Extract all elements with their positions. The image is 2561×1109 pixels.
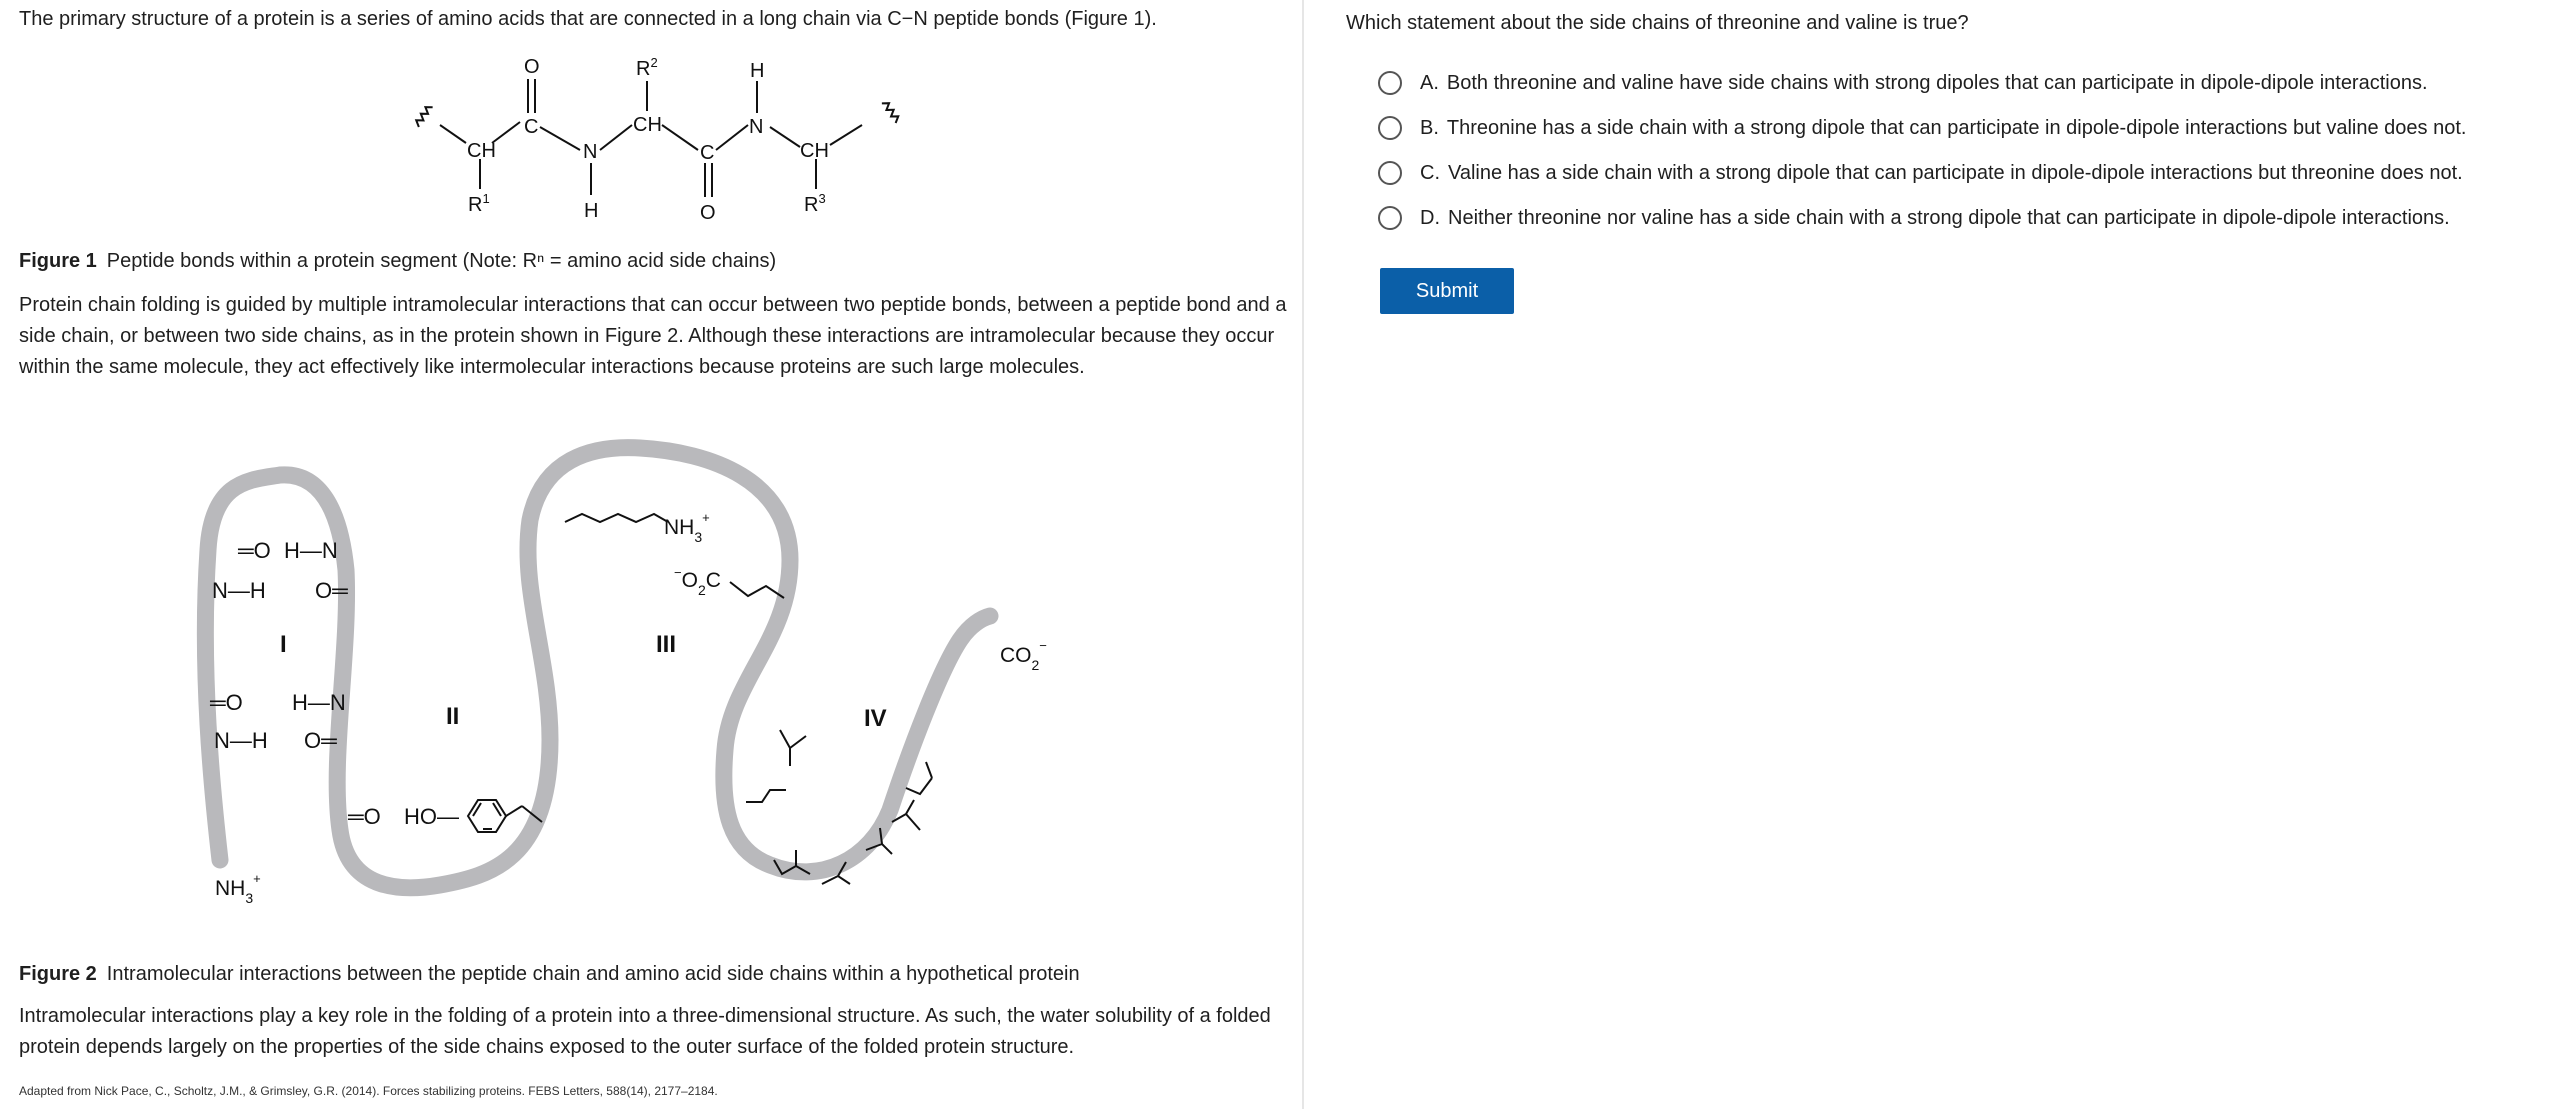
region-i-carbonyl-3: ═O <box>210 690 243 715</box>
folding-paragraph: Protein chain folding is guided by multiple intramolecular interactions that can occur between two peptide bonds, between a peptide bond and a side chain, or between two side chains, as in the protein shown in Figure 2. Although these interactions are intramolecular because they occur within the same molecule, they act effectively like intermolecular interactions because proteins are such large molecules. <box>19 294 1287 378</box>
figure2-caption <box>19 960 1080 988</box>
alpha-carbon-2: CH <box>633 114 662 136</box>
glutamate-carboxylate: $^-O_2C$ <box>674 565 721 598</box>
choice-a-radio[interactable] <box>1378 71 1402 95</box>
figure2-caption-text: Intramolecular interactions between the peptide chain and amino acid side chains within a hypothetical protein <box>106 963 1080 985</box>
region-i-amide-3: H—N <box>292 690 346 715</box>
choice-b-radio[interactable] <box>1378 116 1402 140</box>
amide-hydrogen-1: H <box>584 200 599 222</box>
choice-b-letter: B. <box>1420 116 1439 139</box>
figure1-label: Figure 1 <box>19 250 97 272</box>
figure2-folded-protein <box>150 430 1130 930</box>
alpha-carbon-3: CH <box>800 140 829 162</box>
c-terminus-co2: $CO_2^-$ <box>1000 638 1047 673</box>
n-terminus-nh3: $NH_3^+$ <box>215 871 261 906</box>
carbonyl-oxygen-1: O <box>524 56 540 78</box>
figure1-peptide-structure <box>400 55 920 230</box>
figure2-label: Figure 2 <box>19 963 97 985</box>
tyrosine-hydroxyl: HO— <box>404 804 459 829</box>
carbonyl-oxygen-2: O <box>700 202 716 224</box>
question-stem: Which statement about the side chains of threonine and valine is true? <box>1346 12 1969 34</box>
intro-paragraph: The primary structure of a protein is a series of amino acids that are connected in a long chain via C−N peptide bonds (Figure 1). <box>19 8 1157 30</box>
amide-nitrogen-1: N <box>583 141 598 163</box>
choice-b[interactable] <box>1378 110 2466 146</box>
choice-d-letter: D. <box>1420 206 1440 229</box>
submit-button[interactable]: Submit <box>1380 268 1514 314</box>
choice-d-text: Neither threonine nor valine has a side chain with a strong dipole that can participate in dipole-dipole interactions. <box>1448 206 2450 229</box>
lysine-nh3: $NH_3^+$ <box>664 510 710 545</box>
choice-c-radio[interactable] <box>1378 161 1402 185</box>
choice-c-text: Valine has a side chain with a strong dipole that can participate in dipole-dipole interactions but threonine does not. <box>1448 161 2463 184</box>
carbonyl-carbon-2: C <box>700 142 715 164</box>
region-i-amide-2: N—H <box>212 578 266 603</box>
alpha-carbon-1: CH <box>467 140 496 162</box>
region-label-ii: II <box>446 703 460 730</box>
question-pane <box>1306 0 2561 1109</box>
solubility-paragraph: Intramolecular interactions play a key role in the folding of a protein into a three-dimensional structure. As such, the water solubility of a folded protein depends largely on the properties of the side chains exposed to the outer surface of the folded protein structure. <box>19 1005 1271 1058</box>
choice-d-radio[interactable] <box>1378 206 1402 230</box>
choice-c[interactable] <box>1378 155 2463 191</box>
amide-nitrogen-2: N <box>749 116 764 138</box>
choice-b-text: Threonine has a side chain with a strong dipole that can participate in dipole-dipole interactions but valine does not. <box>1446 116 2467 139</box>
region-i-amide-top: H—N <box>284 538 338 563</box>
figure1-caption-text: Peptide bonds within a protein segment (Note: Rⁿ = amino acid side chains) <box>106 250 777 272</box>
region-ii-carbonyl: ═O <box>348 804 381 829</box>
choice-a[interactable] <box>1378 65 2428 101</box>
side-chain-r2: $R^2$ <box>636 55 658 80</box>
region-i-amide-4: N—H <box>214 728 268 753</box>
choice-a-letter: A. <box>1420 71 1439 94</box>
carbonyl-carbon-1: C <box>524 116 539 138</box>
side-chain-r1: $R^1$ <box>468 191 490 216</box>
region-label-iv: IV <box>864 705 887 732</box>
region-label-i: I <box>280 631 287 658</box>
region-i-carbonyl-2: O═ <box>315 578 348 603</box>
side-chain-r3: $R^3$ <box>804 191 826 216</box>
region-i-carbonyl-top: ═O <box>238 538 271 563</box>
choice-d[interactable] <box>1378 200 2450 236</box>
figure1-caption <box>19 247 776 275</box>
amide-hydrogen-2: H <box>750 60 765 82</box>
choice-c-letter: C. <box>1420 161 1440 184</box>
source-citation: Adapted from Nick Pace, C., Scholtz, J.M., & Grimsley, G.R. (2014). Forces stabilizing proteins. FEBS Letters, 588(14), 2177–2184. <box>19 1084 718 1098</box>
region-i-carbonyl-4: O═ <box>304 728 337 753</box>
region-label-iii: III <box>656 631 677 658</box>
choice-a-text: Both threonine and valine have side chains with strong dipoles that can participate in dipole-dipole interactions. <box>1446 71 2428 94</box>
